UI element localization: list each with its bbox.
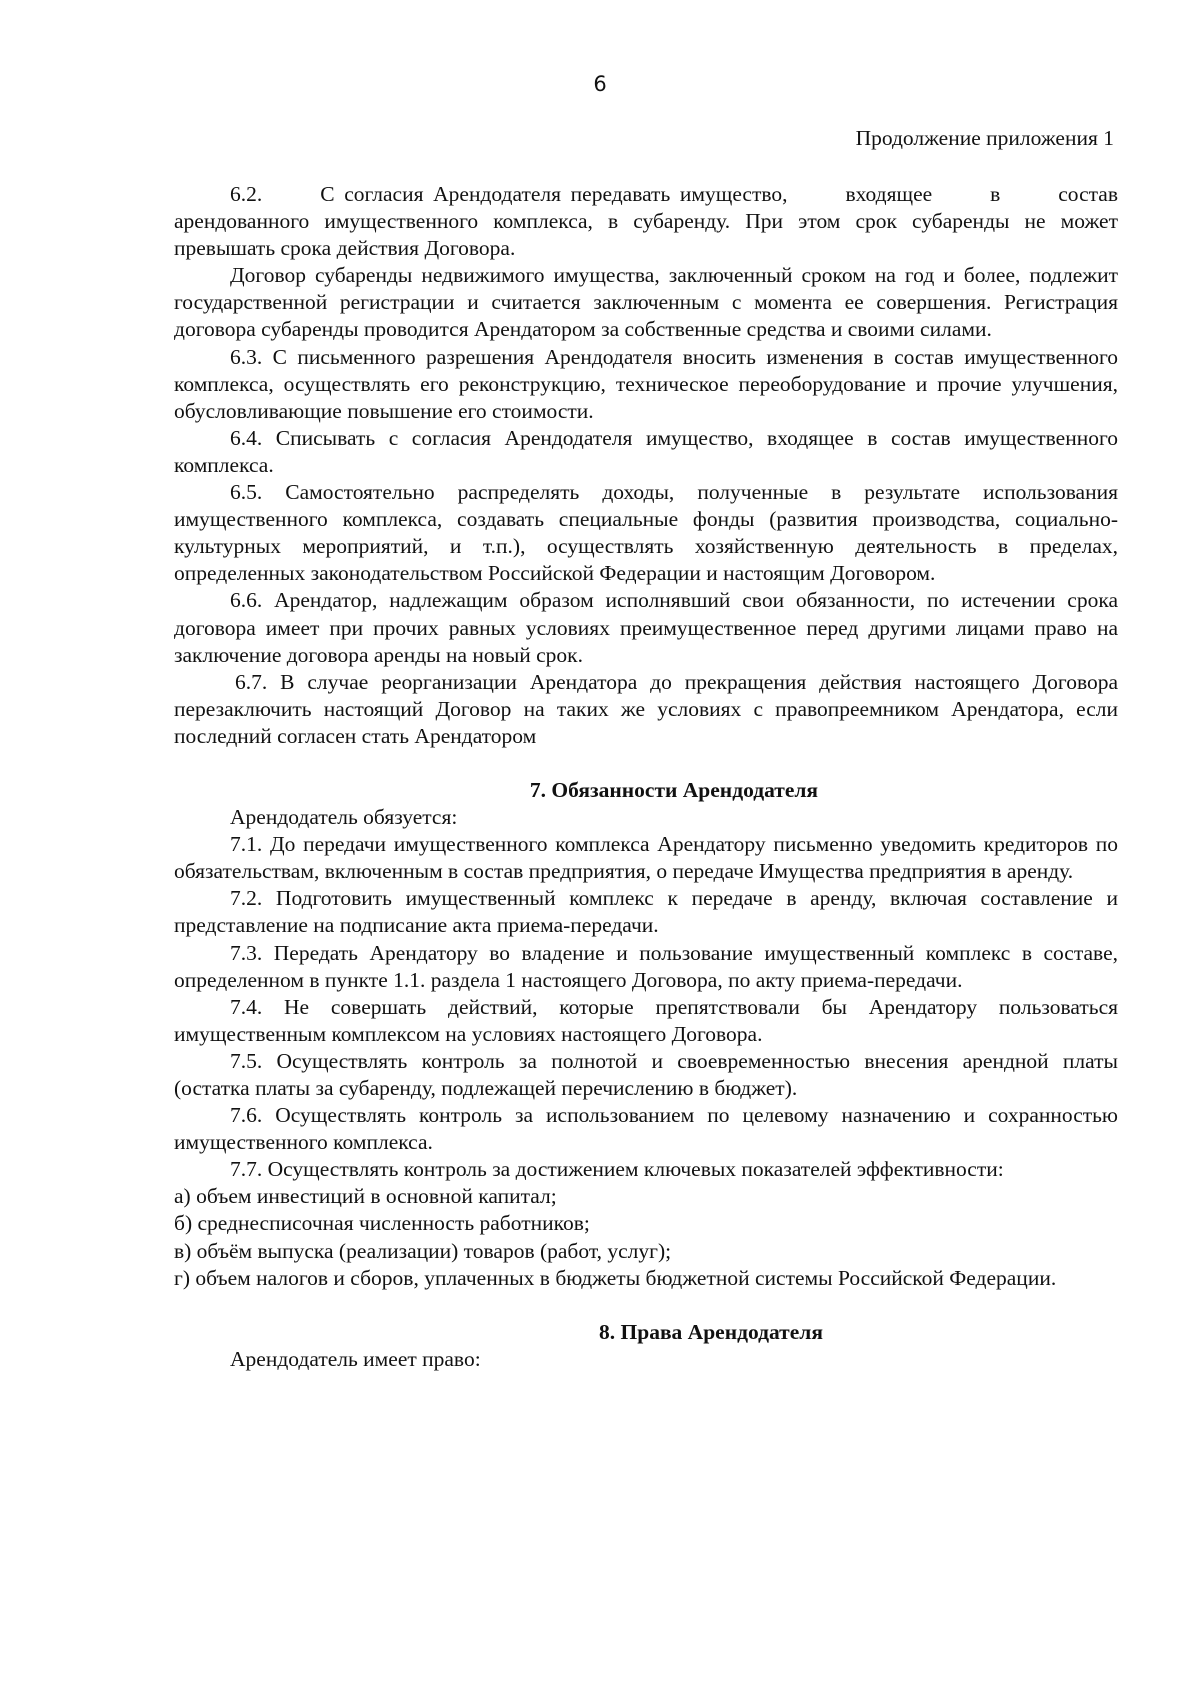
indicator-list-item: в) объём выпуска (реализации) товаров (работ, услуг); — [174, 1238, 672, 1263]
page-number: 6 — [593, 72, 607, 96]
indicator-list-item: г) объем налогов и сборов, уплаченных в бюджеты бюджетной системы Российской Федерации. — [174, 1265, 1057, 1290]
clause-6-4: 6.4. Списывать с согласия Арендодателя имущество, входящее в состав имущественного комплекса. — [174, 425, 1118, 477]
clause-7-5: 7.5. Осуществлять контроль за полнотой и своевременностью внесения арендной платы (остатка платы за субаренду, подлежащей перечислению в бюджет). — [174, 1048, 1118, 1100]
continuation-note: Продолжение приложения 1 — [855, 126, 1114, 150]
section-gap — [174, 1292, 1118, 1319]
clause-7-3: 7.3. Передать Арендатору во владение и пользование имущественный комплекс в составе, определенном в пункте 1.1. раздела 1 настоящего Договора, по акту приема-передачи. — [174, 940, 1118, 992]
clause-6-3: 6.3. С письменного разрешения Арендодателя вносить изменения в состав имущественного комплекса, осуществлять его реконструкцию, техническое переоборудование и прочие улучшения, обусловливающие повышение его стоимости. — [174, 344, 1118, 423]
section-7-intro: Арендодатель обязуется: — [230, 805, 458, 830]
clause-7-2: 7.2. Подготовить имущественный комплекс к передаче в аренду, включая составление и представление на подписание акта приема-передачи. — [174, 886, 1118, 938]
clause-7-6: 7.6. Осуществлять контроль за использованием по целевому назначению и сохранностью имущественного комплекса. — [174, 1103, 1118, 1155]
section-gap — [174, 750, 1118, 777]
document-body — [174, 181, 1124, 1373]
clause-7-7: 7.7. Осуществлять контроль за достижением ключевых показателей эффективности: — [230, 1157, 1004, 1182]
clause-7-1: 7.1. До передачи имущественного комплекса Арендатору письменно уведомить кредиторов по обязательствам, включенным в состав предприятия, о передаче Имущества предприятия в аренду. — [174, 832, 1118, 884]
indicator-list-item: а) объем инвестиций в основной капитал; — [174, 1184, 557, 1209]
clause-6-2: 6.2. С согласия Арендодателя передавать имущество, входящее в состав арендованного имущественного комплекса, в субаренду. При этом срок субаренды не может превышать срока действия Договора. — [174, 182, 1124, 261]
clause-7-4: 7.4. Не совершать действий, которые препятствовали бы Арендатору пользоваться имущественным комплексом на условиях настоящего Договора. — [174, 994, 1118, 1046]
clause-6-2-sublease-registration: Договор субаренды недвижимого имущества, заключенный сроком на год и более, подлежит государственной регистрации и считается заключенным с момента ее совершения. Регистрация договора субаренды проводится Арендатором за собственные средства и своими силами. — [174, 263, 1118, 342]
section-8-heading: 8. Права Арендодателя — [599, 1319, 823, 1344]
clause-6-5: 6.5. Самостоятельно распределять доходы, полученные в результате использования имущественного комплекса, создавать специальные фонды (развития производства, социально-культурных мероприятий, и т.п.), осуществлять хозяйственную деятельность в пределах, определенных законодательством Российской Федерации и настоящим Договором. — [174, 480, 1118, 586]
indicator-list-item: б) среднесписочная численность работников; — [174, 1211, 590, 1236]
clause-6-7: 6.7. В случае реорганизации Арендатора до прекращения действия настоящего Договора перезаключить настоящий Договор на таких же условиях с правопреемником Арендатора, если последний согласен стать Арендатором — [174, 669, 1118, 748]
section-7-heading: 7. Обязанности Арендодателя — [529, 777, 819, 802]
clause-6-6: 6.6. Арендатор, надлежащим образом исполнявший свои обязанности, по истечении срока договора имеет при прочих равных условиях преимущественное перед другими лицами право на заключение договора аренды на новый срок. — [174, 588, 1118, 667]
section-8-intro: Арендодатель имеет право: — [230, 1346, 481, 1371]
